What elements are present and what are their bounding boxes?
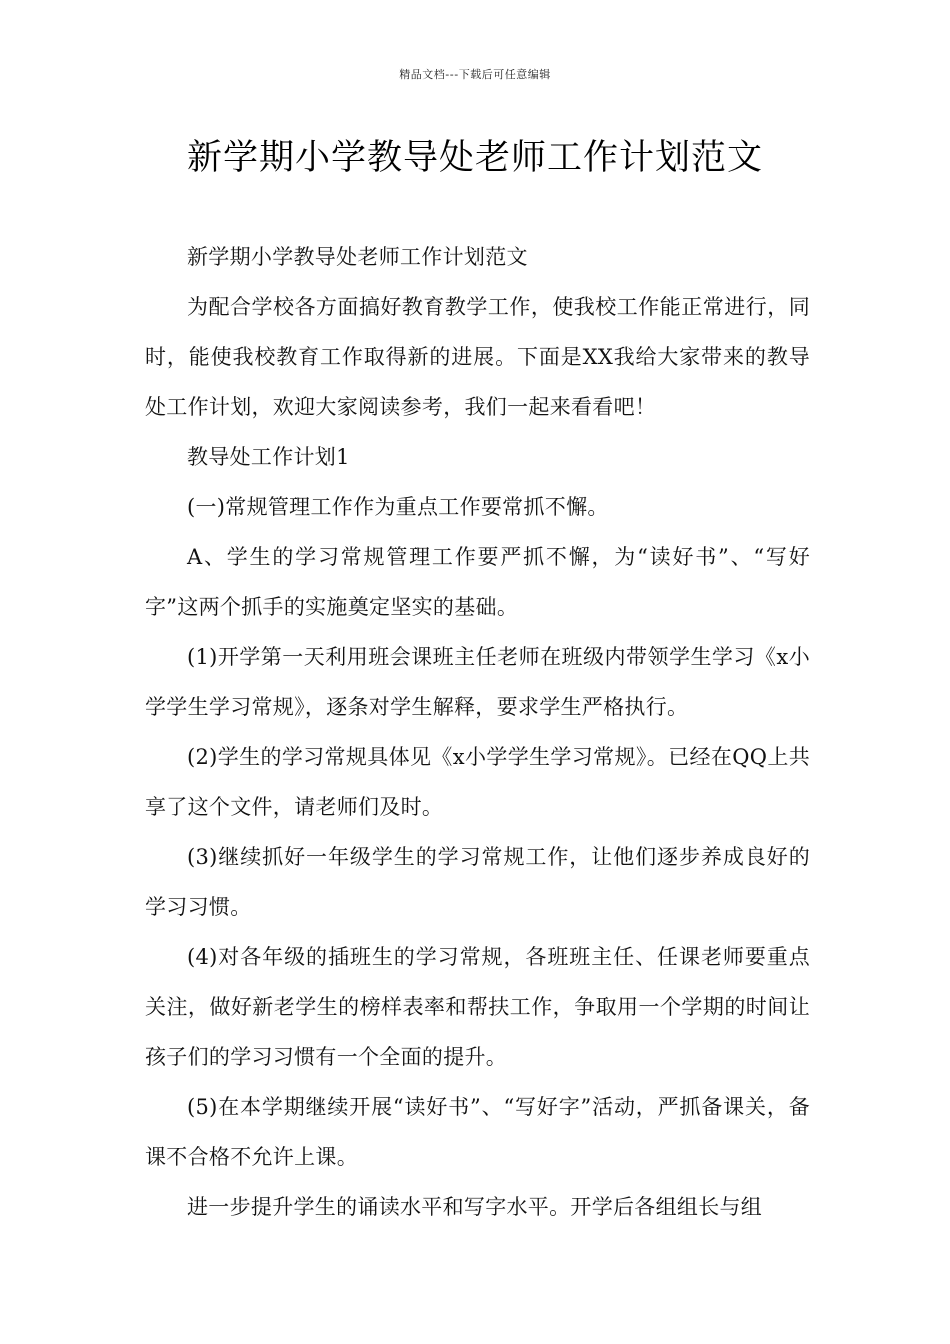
paragraph: (3)继续抓好一年级学生的学习常规工作，让他们逐步养成良好的学习习惯。: [145, 845, 810, 919]
document-body: [145, 232, 810, 1232]
paragraph: 新学期小学教导处老师工作计划范文: [187, 245, 528, 269]
header-note: 精品文档---下载后可任意编辑: [399, 68, 551, 81]
paragraph: (4)对各年级的插班生的学习常规，各班班主任、任课老师要重点关注，做好新老学生的榜样表率和帮扶工作，争取用一个学期的时间让孩子们的学习习惯有一个全面的提升。: [145, 945, 810, 1069]
paragraph: A、学生的学习常规管理工作要严抓不懈，为“读好书”、“写好字”这两个抓手的实施奠定坚实的基础。: [145, 545, 810, 619]
paragraph: (1)开学第一天利用班会课班主任老师在班级内带领学生学习《x小学学生学习常规》，逐条对学生解释，要求学生严格执行。: [145, 645, 810, 719]
paragraph: 教导处工作计划1: [187, 445, 350, 469]
paragraph: 进一步提升学生的诵读水平和写字水平。开学后各组组长与组: [187, 1195, 763, 1219]
paragraph: (一)常规管理工作作为重点工作要常抓不懈。: [187, 495, 609, 519]
paragraph: 为配合学校各方面搞好教育教学工作，使我校工作能正常进行，同时，能使我校教育工作取得新的进展。下面是XX我给大家带来的教导处工作计划，欢迎大家阅读参考，我们一起来看看吧！: [145, 295, 810, 419]
document-title: 新学期小学教导处老师工作计划范文: [186, 138, 763, 178]
paragraph: (2)学生的学习常规具体见《x小学学生学习常规》。已经在QQ上共享了这个文件，请老师们及时。: [145, 745, 810, 819]
paragraph: (5)在本学期继续开展“读好书”、“写好字”活动，严抓备课关，备课不合格不允许上课。: [145, 1095, 810, 1169]
